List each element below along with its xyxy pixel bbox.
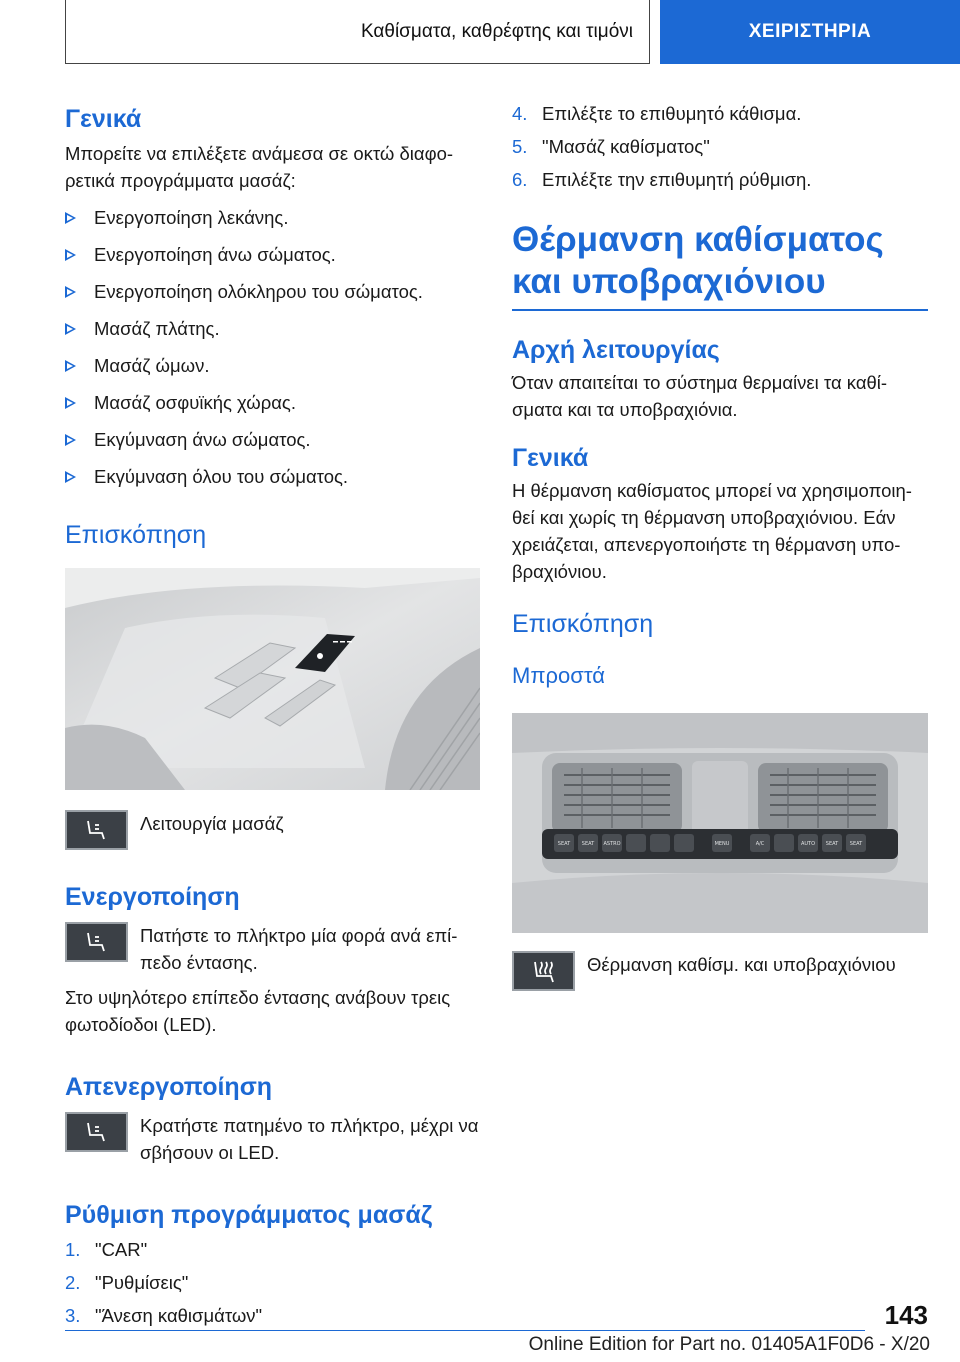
massage-seat-icon: [65, 1112, 128, 1152]
section-tab[interactable]: ΧΕΙΡΙΣΤΗΡΙΑ: [660, 0, 960, 64]
page-header: [0, 0, 960, 66]
activation-heading: Ενεργοποίηση: [65, 883, 240, 911]
triangle-bullet-icon: [65, 323, 76, 335]
svg-text:A/C: A/C: [755, 841, 765, 847]
list-item: Εκγύμναση όλου του σώματος.: [65, 463, 480, 490]
activation-text: Πατήστε το πλήκτρο μία φορά ανά επί-πεδο έντασης.: [140, 925, 458, 973]
step-item: 4. Επιλέξτε το επιθυμητό κάθισμα.: [512, 103, 802, 124]
door-panel-massage-photo: [65, 568, 480, 790]
activation-row: [65, 922, 480, 976]
step-item: 5. "Μασάζ καθίσματος": [512, 136, 710, 157]
front-console-photo: [512, 713, 928, 933]
program-steps-list: [65, 1236, 480, 1329]
massage-function-caption: Λειτουργία μασάζ: [140, 813, 284, 834]
overview-heading: Επισκόπηση: [65, 521, 207, 549]
chapter-title: Καθίσματα, καθρέφτης και τιμόνι: [65, 0, 650, 64]
left-column: [65, 96, 480, 1329]
general-heading-right: Γενικά: [512, 444, 589, 472]
footer-divider: [65, 1330, 865, 1331]
svg-text:SEAT: SEAT: [557, 841, 571, 847]
front-subheading: Μπροστά: [512, 663, 605, 688]
principle-heading: Αρχή λειτουργίας: [512, 336, 720, 364]
step-item: 1. "CAR": [65, 1239, 148, 1260]
right-column: [512, 96, 928, 991]
svg-text:SEAT: SEAT: [849, 841, 863, 847]
massage-program-list: [65, 204, 480, 490]
overview-heading-right: Επισκόπηση: [512, 610, 654, 638]
program-setting-heading: Ρύθμιση προγράμματος μασάζ: [65, 1201, 433, 1229]
list-item: Ενεργοποίηση λεκάνης.: [65, 204, 480, 231]
step-item: 2. "Ρυθμίσεις": [65, 1272, 189, 1293]
list-item: Ενεργοποίηση άνω σώματος.: [65, 241, 480, 268]
general-heading: Γενικά: [65, 105, 142, 133]
list-item: Μασάζ ώμων.: [65, 352, 480, 379]
triangle-bullet-icon: [65, 286, 76, 298]
page-number: 143: [884, 1300, 928, 1330]
triangle-bullet-icon: [65, 471, 76, 483]
triangle-bullet-icon: [65, 397, 76, 409]
seat-heating-row: [512, 951, 928, 991]
deactivation-text: Κρατήστε πατημένο το πλήκτρο, μέχρι να σβήσουν οι LED.: [140, 1115, 479, 1163]
seat-heating-caption: Θέρμανση καθίσμ. και υποβραχιόνιου: [587, 954, 896, 975]
massage-function-row: [65, 810, 480, 850]
general-text: Μπορείτε να επιλέξετε ανάμεσα σε οκτώ διαφο-ρετικά προγράμματα μασάζ:: [65, 143, 454, 191]
list-item: Μασάζ οσφυϊκής χώρας.: [65, 389, 480, 416]
deactivation-row: [65, 1112, 480, 1166]
principle-text: Όταν απαιτείται το σύστημα θερμαίνει τα καθί-σματα και τα υποβραχιόνια.: [512, 372, 888, 420]
list-item: Ενεργοποίηση ολόκληρου του σώματος.: [65, 278, 480, 305]
triangle-bullet-icon: [65, 360, 76, 372]
triangle-bullet-icon: [65, 434, 76, 446]
svg-text:SEAT: SEAT: [581, 841, 595, 847]
massage-seat-icon: [65, 922, 128, 962]
svg-text:ASTRO: ASTRO: [603, 841, 621, 847]
svg-text:AUTO: AUTO: [800, 841, 816, 847]
deactivation-heading: Απενεργοποίηση: [65, 1073, 273, 1101]
seat-heating-title: Θέρμανση καθίσματος και υποβραχιόνιου: [512, 220, 884, 301]
triangle-bullet-icon: [65, 212, 76, 224]
title-underline: [512, 309, 928, 311]
svg-text:MENU: MENU: [714, 841, 730, 847]
activation-note: Στο υψηλότερο επίπεδο έντασης ανάβουν τρεις φωτοδίοδοι (LED).: [65, 987, 451, 1035]
program-steps-continued: [512, 100, 928, 193]
general-text-right: Η θέρμανση καθίσματος μπορεί να χρησιμοποιη-θεί και χωρίς τη θέρμανση υποβραχιόνιου. Εάν χρειάζεται, απενεργοποιήστε τη θέρμανση υπο-βραχιόνιου.: [512, 480, 912, 582]
step-item: 6. Επιλέξτε την επιθυμητή ρύθμιση.: [512, 169, 812, 190]
massage-seat-icon: [65, 810, 128, 850]
triangle-bullet-icon: [65, 249, 76, 261]
seat-heating-icon: [512, 951, 575, 991]
svg-text:SEAT: SEAT: [825, 841, 839, 847]
list-item: Εκγύμναση άνω σώματος.: [65, 426, 480, 453]
step-item: 3. "Άνεση καθισμάτων": [65, 1305, 263, 1326]
list-item: Μασάζ πλάτης.: [65, 315, 480, 342]
edition-footer: Online Edition for Part no. 01405A1F0D6 - X/20: [528, 1334, 930, 1355]
